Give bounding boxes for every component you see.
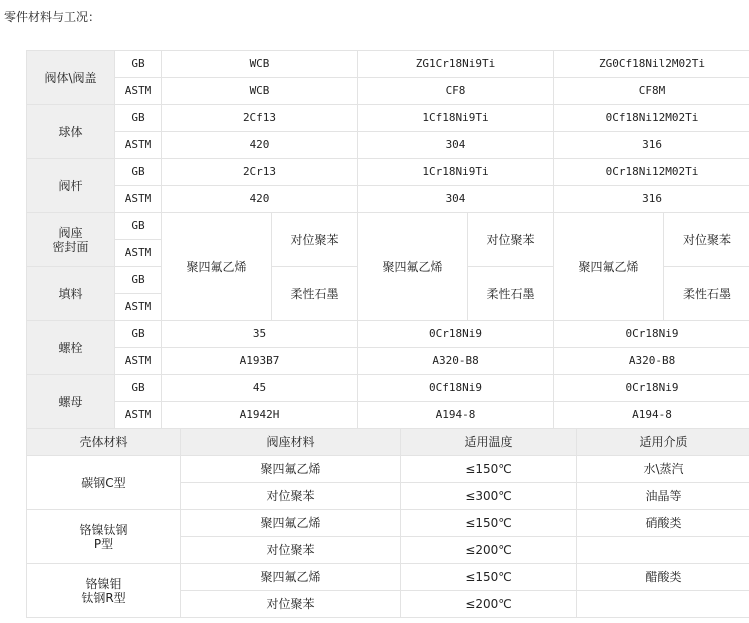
page-title: 零件材料与工况： [4, 10, 101, 24]
cell: CF8 [358, 78, 554, 105]
cell: A194-8 [554, 402, 749, 429]
cell: WCB [162, 51, 358, 78]
std-gb: GB [115, 159, 162, 186]
seat-cell: 聚四氟乙烯 [181, 456, 401, 483]
cell: 0Cr18Ni9 [554, 321, 749, 348]
part-body: 阀体\阀盖 [27, 51, 115, 105]
header-shell: 壳体材料 [27, 429, 181, 456]
conditions-table [26, 428, 749, 618]
seat-cell: 对位聚苯 [181, 591, 401, 618]
alt-seat-material: 对位聚苯 [664, 213, 749, 267]
std-astm: ASTM [115, 186, 162, 213]
materials-table [26, 50, 749, 429]
cell: 35 [162, 321, 358, 348]
cell: 2Cr13 [162, 159, 358, 186]
cell: A320-B8 [554, 348, 749, 375]
temp-cell: ≤300℃ [401, 483, 577, 510]
part-packing: 填料 [27, 267, 115, 321]
part-stem: 阀杆 [27, 159, 115, 213]
shell-label: 铬镍钛钢 [79, 522, 128, 537]
cell: 0Cf18Ni9 [358, 375, 554, 402]
cell: 0Cr18Ni9 [554, 375, 749, 402]
packing-material: 柔性石墨 [664, 267, 749, 321]
cell: ZG0Cf18Nil2M02Ti [554, 51, 749, 78]
medium-cell: 水\蒸汽 [577, 456, 749, 483]
cell: 2Cf13 [162, 105, 358, 132]
medium-cell [577, 591, 749, 618]
part-bolt: 螺栓 [27, 321, 115, 375]
temp-cell: ≤150℃ [401, 564, 577, 591]
cell: A320-B8 [358, 348, 554, 375]
std-gb: GB [115, 51, 162, 78]
seat-material: 聚四氟乙烯 [554, 213, 664, 321]
medium-cell: 硝酸类 [577, 510, 749, 537]
part-ball: 球体 [27, 105, 115, 159]
seat-cell: 聚四氟乙烯 [181, 564, 401, 591]
packing-material: 柔性石墨 [468, 267, 554, 321]
seat-cell: 对位聚苯 [181, 537, 401, 564]
cell: 304 [358, 132, 554, 159]
shell-material [27, 564, 181, 618]
std-astm: ASTM [115, 348, 162, 375]
seat-material: 聚四氟乙烯 [162, 213, 272, 321]
std-astm: ASTM [115, 294, 162, 321]
shell-label: 铬镍钼 [85, 576, 122, 591]
part-nut: 螺母 [27, 375, 115, 429]
cell: 420 [162, 186, 358, 213]
std-gb: GB [115, 105, 162, 132]
std-astm: ASTM [115, 132, 162, 159]
seat-label-line1: 阀座 [58, 225, 83, 240]
cell: 304 [358, 186, 554, 213]
std-astm: ASTM [115, 78, 162, 105]
cell: A1942H [162, 402, 358, 429]
alt-seat-material: 对位聚苯 [468, 213, 554, 267]
std-gb: GB [115, 213, 162, 240]
cell: 420 [162, 132, 358, 159]
shell-label: 钛钢R型 [81, 590, 126, 605]
medium-cell [577, 537, 749, 564]
seat-cell: 聚四氟乙烯 [181, 510, 401, 537]
header-seat: 阀座材料 [181, 429, 401, 456]
cell: 316 [554, 132, 749, 159]
seat-cell: 对位聚苯 [181, 483, 401, 510]
cell: 0Cf18Ni12M02Ti [554, 105, 749, 132]
shell-material [27, 456, 181, 510]
header-medium: 适用介质 [577, 429, 749, 456]
header-temp: 适用温度 [401, 429, 577, 456]
seat-material: 聚四氟乙烯 [358, 213, 468, 321]
medium-cell: 醋酸类 [577, 564, 749, 591]
cell: 0Cr18Ni9 [358, 321, 554, 348]
temp-cell: ≤200℃ [401, 591, 577, 618]
packing-material: 柔性石墨 [272, 267, 358, 321]
shell-material [27, 510, 181, 564]
std-gb: GB [115, 267, 162, 294]
temp-cell: ≤200℃ [401, 537, 577, 564]
cell: A193B7 [162, 348, 358, 375]
cell: 1Cf18Ni9Ti [358, 105, 554, 132]
shell-label: 碳钢C型 [81, 475, 126, 490]
temp-cell: ≤150℃ [401, 510, 577, 537]
cell: 1Cr18Ni9Ti [358, 159, 554, 186]
std-gb: GB [115, 321, 162, 348]
std-gb: GB [115, 375, 162, 402]
part-seat [27, 213, 115, 267]
cell: 0Cr18Ni12M02Ti [554, 159, 749, 186]
cell: ZG1Cr18Ni9Ti [358, 51, 554, 78]
cell: 45 [162, 375, 358, 402]
temp-cell: ≤150℃ [401, 456, 577, 483]
shell-label: P型 [93, 536, 114, 551]
cell: A194-8 [358, 402, 554, 429]
std-astm: ASTM [115, 402, 162, 429]
cell: WCB [162, 78, 358, 105]
medium-cell: 油晶等 [577, 483, 749, 510]
cell: 316 [554, 186, 749, 213]
alt-seat-material: 对位聚苯 [272, 213, 358, 267]
std-astm: ASTM [115, 240, 162, 267]
seat-label-line2: 密封面 [52, 239, 89, 254]
cell: CF8M [554, 78, 749, 105]
